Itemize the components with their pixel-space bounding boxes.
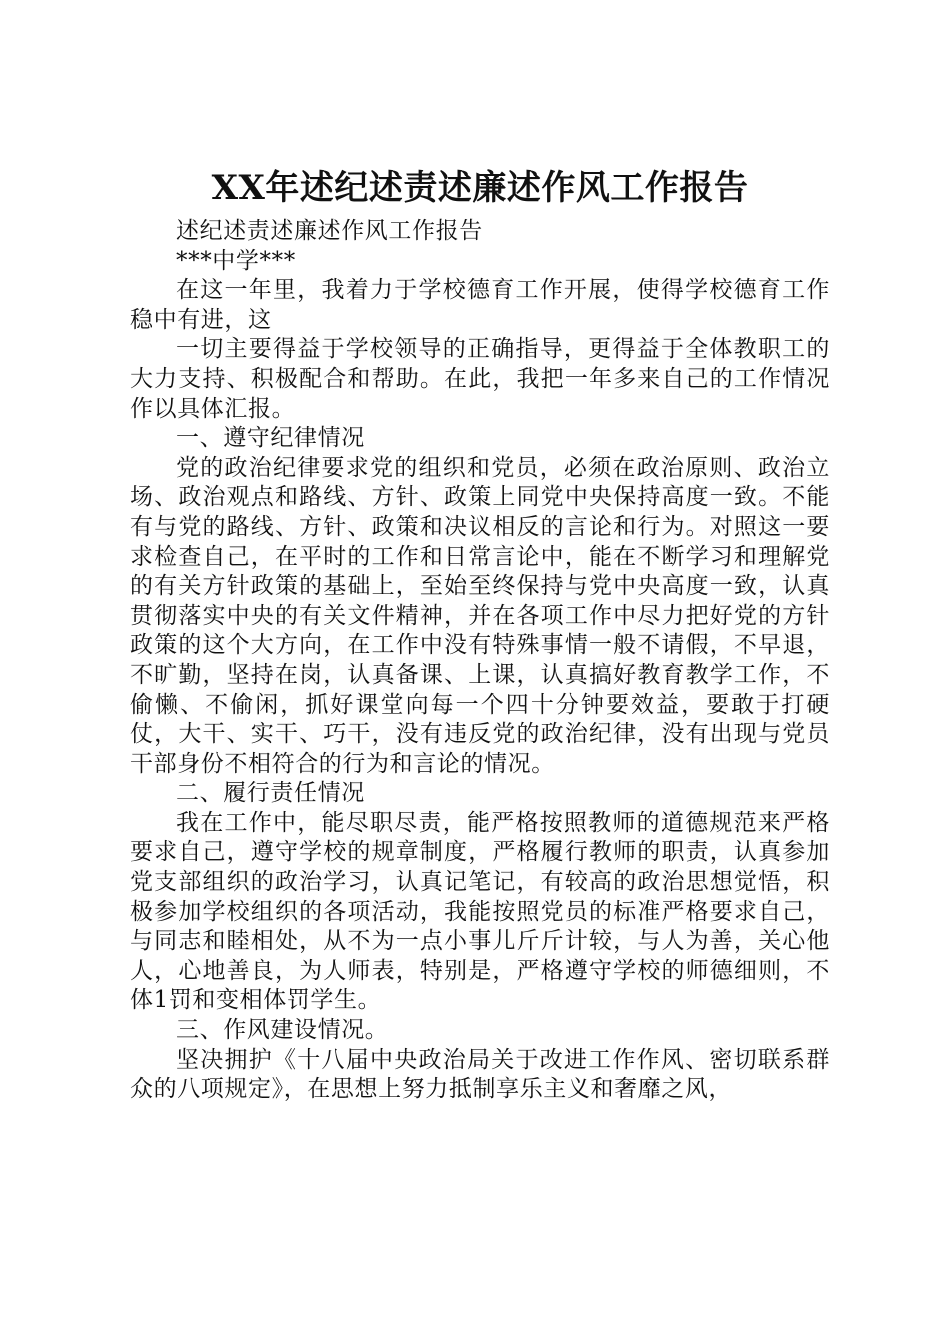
document-title: XX年述纪述责述廉述作风工作报告 (211, 168, 749, 208)
section-2-body: 我在工作中，能尽职尽责，能严格按照教师的道德规范来严格要求自己，遵守学校的规章制度，严格履行教师的职责，认真参加党支部组织的政治学习，认真记笔记，有较高的政治思想觉悟，积极参加学校组织的各项活动，我能按照党员的标准严格要求自己，与同志和睦相处，从不为一点小事儿斤斤计较，与人为善，关心他人，心地善良，为人师表，特别是，严格遵守学校的师德细则，不体1罚和变相体罚学生。 (130, 809, 830, 1014)
section-1-body: 党的政治纪律要求党的组织和党员，必须在政治原则、政治立场、政治观点和路线、方针、政策上同党中央保持高度一致。不能有与党的路线、方针、政策和决议相反的言论和行为。对照这一要求检查自己，在平时的工作和日常言论中，能在不断学习和理解党的有关方针政策的基础上，至始至终保持与党中央高度一致，认真贯彻落实中央的有关文件精神，并在各项工作中尽力把好党的方针政策的这个大方向，在工作中没有特殊事情一般不请假，不早退，不旷勤，坚持在岗，认真备课、上课，认真搞好教育教学工作，不偷懒、不偷闲，抓好课堂向每一个四十分钟要效益，要敢于打硬仗，大干、实干、巧干，没有违反党的政治纪律，没有出现与党员干部身份不相符合的行为和言论的情况。 (130, 454, 830, 777)
author-line: ***中学*** (176, 247, 296, 274)
section-heading-2: 二、履行责任情况 (176, 780, 365, 807)
intro-paragraph-2: 一切主要得益于学校领导的正确指导，更得益于全体教职工的大力支持、积极配合和帮助。在此，我把一年多来自己的工作情况作以具体汇报。 (130, 336, 830, 422)
section-3-body: 坚决拥护《十八届中央政治局关于改进工作作风、密切联系群众的八项规定》，在思想上努力抵制享乐主义和奢靡之风， (130, 1046, 830, 1103)
document-body (130, 165, 830, 1105)
subtitle-paragraph: 述纪述责述廉述作风工作报告 (176, 218, 483, 244)
section-heading-1: 一、遵守纪律情况 (176, 425, 365, 452)
intro-paragraph-1: 在这一年里，我着力于学校德育工作开展，使得学校德育工作稳中有进，这 (130, 277, 830, 333)
section-heading-3: 三、作风建设情况。 (176, 1017, 389, 1044)
